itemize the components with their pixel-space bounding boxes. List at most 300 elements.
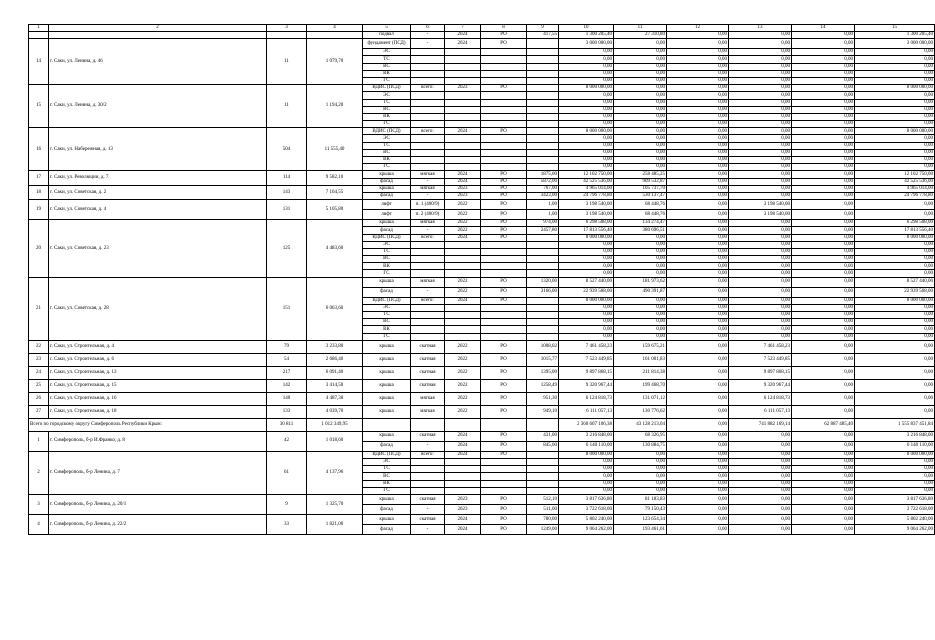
- fund-cell: РО: [481, 353, 527, 366]
- cost-cell-11: 159 675,21: [614, 340, 667, 353]
- cost-cell-15: 3 722 618,00: [855, 504, 935, 514]
- work-type-cell: ГС: [363, 270, 411, 277]
- volume-cell: 1,00: [527, 200, 559, 210]
- cost-cell-13: 0,00: [729, 157, 792, 164]
- work-type-cell: ВС: [363, 149, 411, 156]
- total-cost-cell: 0,00: [559, 113, 614, 120]
- work-type-cell: ГС: [363, 333, 411, 340]
- year-cell: [445, 458, 481, 465]
- cost-cell-11: 0,00: [614, 326, 667, 333]
- volume-cell: 3166,00: [527, 287, 559, 297]
- total-cost-cell: 0,00: [559, 135, 614, 142]
- cost-cell-11: 123 654,34: [614, 514, 667, 524]
- cost-cell-13: 7 461 458,23: [729, 340, 792, 353]
- cost-cell-11: 0,00: [614, 99, 667, 106]
- cost-cell-14: 0,00: [792, 39, 855, 49]
- table-row: [29, 379, 935, 392]
- total-cost-cell: 12 102 750,00: [559, 171, 614, 178]
- row-number-cell: 3: [29, 494, 49, 514]
- fund-cell: [481, 164, 527, 171]
- work-type-cell: ВК: [363, 113, 411, 120]
- cost-cell-14: 0,00: [792, 297, 855, 304]
- work-type-cell: ВДИС (ПСД): [363, 451, 411, 458]
- work-type-cell: ГС: [363, 77, 411, 84]
- work-kind-cell: [411, 135, 445, 142]
- cost-cell-15: 8 527 440,00: [855, 277, 935, 287]
- total-cost-cell: 0,00: [559, 77, 614, 84]
- work-kind-cell: [411, 149, 445, 156]
- work-kind-cell: п. 2 (400/9): [411, 210, 445, 220]
- year-cell: [445, 241, 481, 248]
- volume-cell: [527, 473, 559, 480]
- cost-cell-11: 0,00: [614, 85, 667, 92]
- cost-cell-15: 0,00: [855, 113, 935, 120]
- address-cell: г. Саки, ул. Советская, д. 28: [49, 277, 267, 340]
- volume-cell: 511,00: [527, 504, 559, 514]
- cost-cell-14: 0,00: [792, 178, 855, 185]
- volume-cell: 767,00: [527, 185, 559, 192]
- fund-cell: [481, 333, 527, 340]
- column-3-cell: 114: [267, 171, 307, 185]
- total-c11: 43 128 213,04: [614, 418, 667, 431]
- total-cost-cell: 0,00: [559, 319, 614, 326]
- row-number-cell: 25: [29, 379, 49, 392]
- cost-cell-11: 0,00: [614, 157, 667, 164]
- cost-cell-11: 0,00: [614, 333, 667, 340]
- cost-cell-15: 0,00: [855, 106, 935, 113]
- cost-cell-14: 0,00: [792, 49, 855, 56]
- work-type-cell: фасад: [363, 504, 411, 514]
- work-kind-cell: [411, 70, 445, 77]
- work-kind-cell: [411, 63, 445, 70]
- total-cost-cell: 0,00: [559, 99, 614, 106]
- column-number-3: 3: [267, 25, 307, 32]
- cost-cell-15: 8 000 000,00: [855, 451, 935, 458]
- total-cost-cell: 0,00: [559, 304, 614, 311]
- cost-cell-11: 0,00: [614, 164, 667, 171]
- year-cell: 2022: [445, 379, 481, 392]
- table-row: [29, 431, 935, 441]
- cost-cell-13: 0,00: [729, 234, 792, 241]
- cost-cell-13: 0,00: [729, 121, 792, 128]
- cost-cell-12: 0,00: [667, 319, 729, 326]
- cost-cell-12: 0,00: [667, 234, 729, 241]
- cost-cell-12: 0,00: [667, 451, 729, 458]
- work-type-cell: крыша: [363, 340, 411, 353]
- cost-cell-15: 0,00: [855, 200, 935, 210]
- cost-cell-14: 0,00: [792, 171, 855, 178]
- cost-cell-14: 0,00: [792, 234, 855, 241]
- cost-cell-11: 0,00: [614, 270, 667, 277]
- cost-cell-11: 0,00: [614, 487, 667, 494]
- work-kind-cell: мягкая: [411, 185, 445, 192]
- cost-cell-12: 0,00: [667, 312, 729, 319]
- cost-cell-14: 0,00: [792, 480, 855, 487]
- total-cost-cell: 9 320 967,44: [559, 379, 614, 392]
- cost-cell-13: 0,00: [729, 319, 792, 326]
- fund-cell: РО: [481, 171, 527, 178]
- cost-cell-14: 0,00: [792, 312, 855, 319]
- work-kind-cell: -: [411, 524, 445, 534]
- work-type-cell: ГС: [363, 487, 411, 494]
- cost-cell-14: 0,00: [792, 92, 855, 99]
- year-cell: 2022: [445, 353, 481, 366]
- cost-cell-13: 0,00: [729, 113, 792, 120]
- cost-cell-12: 0,00: [667, 200, 729, 210]
- cost-cell-15: 0,00: [855, 379, 935, 392]
- cost-cell-11: 0,00: [614, 263, 667, 270]
- fund-cell: РО: [481, 220, 527, 227]
- work-type-cell: подвал: [363, 32, 411, 39]
- total-cost-cell: 0,00: [559, 106, 614, 113]
- work-type-cell: крыша: [363, 171, 411, 178]
- volume-cell: [527, 39, 559, 49]
- cost-cell-12: 0,00: [667, 480, 729, 487]
- row-number-cell: 17: [29, 171, 49, 185]
- cost-cell-11: 909 532,87: [614, 178, 667, 185]
- area-cell: 6 063,60: [307, 277, 363, 340]
- cost-cell-11: 258 485,25: [614, 171, 667, 178]
- cost-cell-15: 0,00: [855, 405, 935, 418]
- cost-cell-15: 8 000 000,00: [855, 128, 935, 135]
- fund-cell: [481, 480, 527, 487]
- total-cost-cell: 0,00: [559, 157, 614, 164]
- total-cost-cell: 0,00: [559, 312, 614, 319]
- cost-cell-15: 0,00: [855, 92, 935, 99]
- cost-cell-15: 0,00: [855, 480, 935, 487]
- cost-cell-11: 199 468,70: [614, 379, 667, 392]
- address-cell: г. Саки, ул. Строительная, д. 13: [49, 366, 267, 379]
- work-kind-cell: [411, 49, 445, 56]
- column-3-cell: 42: [267, 431, 307, 451]
- cost-cell-15: 5 802 240,00: [855, 514, 935, 524]
- cost-cell-14: 0,00: [792, 333, 855, 340]
- empty-cell: [481, 418, 527, 431]
- column-number-8: 8: [481, 25, 527, 32]
- volume-cell: [527, 248, 559, 255]
- fund-cell: [481, 312, 527, 319]
- year-cell: 2024: [445, 128, 481, 135]
- cost-cell-11: 0,00: [614, 121, 667, 128]
- cost-cell-12: 0,00: [667, 113, 729, 120]
- year-cell: 2022: [445, 277, 481, 287]
- work-type-cell: ВК: [363, 480, 411, 487]
- cost-cell-12: 0,00: [667, 56, 729, 63]
- cost-cell-13: 0,00: [729, 49, 792, 56]
- year-cell: [445, 49, 481, 56]
- fund-cell: РО: [481, 405, 527, 418]
- year-cell: [445, 142, 481, 149]
- total-area: 1 012 349,95: [307, 418, 363, 431]
- cost-cell-15: 0,00: [855, 473, 935, 480]
- cost-cell-14: 0,00: [792, 473, 855, 480]
- cost-cell-13: 0,00: [729, 487, 792, 494]
- table-row: [29, 200, 935, 210]
- cost-cell-13: 0,00: [729, 514, 792, 524]
- volume-cell: [527, 70, 559, 77]
- fund-cell: [481, 135, 527, 142]
- cost-cell-11: 0,00: [614, 248, 667, 255]
- area-cell: 11 555,40: [307, 128, 363, 171]
- year-cell: [445, 248, 481, 255]
- area-cell: 4 483,60: [307, 220, 363, 278]
- work-type-cell: ВК: [363, 70, 411, 77]
- cost-cell-13: 0,00: [729, 63, 792, 70]
- cost-cell-12: 0,00: [667, 458, 729, 465]
- total-cost-cell: 3 722 618,00: [559, 504, 614, 514]
- column-3-cell: 131: [267, 200, 307, 220]
- cost-cell-14: 0,00: [792, 192, 855, 199]
- cost-cell-11: 0,00: [614, 113, 667, 120]
- total-c12: 0,00: [667, 418, 729, 431]
- cost-cell-14: 0,00: [792, 326, 855, 333]
- table-row: [29, 451, 935, 458]
- cost-cell-15: 6 298 508,00: [855, 220, 935, 227]
- cost-cell-11: 68 448,76: [614, 200, 667, 210]
- cost-cell-13: 0,00: [729, 504, 792, 514]
- row-number-cell: 1: [29, 431, 49, 451]
- fund-cell: [481, 270, 527, 277]
- year-cell: 2024: [445, 171, 481, 178]
- year-cell: [445, 164, 481, 171]
- fund-cell: РО: [481, 366, 527, 379]
- row-number-cell: 22: [29, 340, 49, 353]
- work-type-cell: фундамент (ПСД): [363, 39, 411, 49]
- area-cell: 2 686,40: [307, 353, 363, 366]
- column-3-cell: 217: [267, 366, 307, 379]
- year-cell: [445, 106, 481, 113]
- cost-cell-11: 0,00: [614, 304, 667, 311]
- cost-cell-13: 0,00: [729, 128, 792, 135]
- cost-cell-12: 0,00: [667, 85, 729, 92]
- fund-cell: РО: [481, 431, 527, 441]
- work-type-cell: крыша: [363, 353, 411, 366]
- volume-cell: [527, 142, 559, 149]
- cost-cell-13: 6 111 057,13: [729, 405, 792, 418]
- volume-cell: 1395,00: [527, 366, 559, 379]
- cost-cell-14: 0,00: [792, 304, 855, 311]
- address-cell: г. Саки, ул. Строительная, д. 16: [49, 392, 267, 405]
- fund-cell: РО: [481, 32, 527, 39]
- total-cost-cell: 0,00: [559, 63, 614, 70]
- total-cost-cell: 0,00: [559, 70, 614, 77]
- cost-cell-13: 0,00: [729, 304, 792, 311]
- fund-cell: [481, 248, 527, 255]
- cost-cell-15: 0,00: [855, 49, 935, 56]
- column-3-cell: 9: [267, 494, 307, 514]
- cost-cell-15: 0,00: [855, 70, 935, 77]
- cost-cell-13: 0,00: [729, 106, 792, 113]
- year-cell: 2024: [445, 524, 481, 534]
- cost-cell-14: 0,00: [792, 524, 855, 534]
- work-kind-cell: мягкая: [411, 171, 445, 178]
- volume-cell: 949,10: [527, 405, 559, 418]
- cost-cell-12: 0,00: [667, 473, 729, 480]
- total-c13: 741 882 169,14: [729, 418, 792, 431]
- cost-cell-14: 0,00: [792, 366, 855, 379]
- volume-cell: 3423,00: [527, 192, 559, 199]
- work-type-cell: ЭС: [363, 241, 411, 248]
- work-kind-cell: [411, 319, 445, 326]
- cost-cell-13: 9 320 967,44: [729, 379, 792, 392]
- empty-cell: [267, 32, 307, 39]
- total-cost-cell: 6 124 818,73: [559, 392, 614, 405]
- cost-cell-13: 0,00: [729, 312, 792, 319]
- column-number-10: 10: [559, 25, 614, 32]
- address-cell: г. Саки, ул. Советская, д. 2: [49, 185, 267, 199]
- cost-cell-13: 0,00: [729, 135, 792, 142]
- column-number-11: 11: [614, 25, 667, 32]
- work-kind-cell: [411, 92, 445, 99]
- work-type-cell: лифт: [363, 200, 411, 210]
- area-cell: 3 414,50: [307, 379, 363, 392]
- work-type-cell: ВС: [363, 63, 411, 70]
- column-number-15: 15: [855, 25, 935, 32]
- year-cell: [445, 333, 481, 340]
- total-label: Всего по городскому округу Симферополь Республики Крым:: [29, 418, 267, 431]
- row-number-cell: 27: [29, 405, 49, 418]
- cost-cell-12: 0,00: [667, 164, 729, 171]
- row-number-cell: 2: [29, 451, 49, 494]
- cost-cell-12: 0,00: [667, 77, 729, 84]
- year-cell: [445, 63, 481, 70]
- fund-cell: [481, 466, 527, 473]
- total-cost-cell: 7 461 458,23: [559, 340, 614, 353]
- year-cell: 2023: [445, 504, 481, 514]
- work-kind-cell: [411, 106, 445, 113]
- year-cell: [445, 326, 481, 333]
- volume-cell: [527, 56, 559, 63]
- year-cell: 2024: [445, 32, 481, 39]
- work-type-cell: ВДИС (ПСД): [363, 234, 411, 241]
- cost-cell-12: 0,00: [667, 192, 729, 199]
- work-type-cell: крыша: [363, 392, 411, 405]
- cost-cell-12: 0,00: [667, 353, 729, 366]
- cost-cell-15: 3 817 636,80: [855, 494, 935, 504]
- total-cost-cell: 3 198 540,00: [559, 200, 614, 210]
- work-type-cell: ВДИС (ПСД): [363, 85, 411, 92]
- fund-cell: РО: [481, 494, 527, 504]
- cost-cell-15: 0,00: [855, 340, 935, 353]
- cost-cell-12: 0,00: [667, 106, 729, 113]
- cost-cell-13: 0,00: [729, 32, 792, 39]
- work-type-cell: крыша: [363, 379, 411, 392]
- cost-cell-14: 0,00: [792, 248, 855, 255]
- column-3-cell: 54: [267, 353, 307, 366]
- cost-cell-12: 0,00: [667, 171, 729, 178]
- cost-cell-11: 530 137,47: [614, 192, 667, 199]
- cost-cell-12: 0,00: [667, 39, 729, 49]
- table-row: [29, 405, 935, 418]
- volume-cell: [527, 333, 559, 340]
- cost-cell-13: 0,00: [729, 263, 792, 270]
- cost-cell-13: 0,00: [729, 77, 792, 84]
- total-cost-cell: 8 000 000,00: [559, 451, 614, 458]
- row-number-cell: 4: [29, 514, 49, 534]
- cost-cell-14: 0,00: [792, 77, 855, 84]
- work-type-cell: фасад: [363, 441, 411, 451]
- work-kind-cell: [411, 458, 445, 465]
- work-kind-cell: -: [411, 32, 445, 39]
- column-3-cell: 33: [267, 514, 307, 534]
- cost-cell-12: 0,00: [667, 441, 729, 451]
- volume-cell: [527, 263, 559, 270]
- cost-cell-14: 0,00: [792, 106, 855, 113]
- year-cell: [445, 466, 481, 473]
- work-kind-cell: мягкая: [411, 277, 445, 287]
- row-number-cell: 24: [29, 366, 49, 379]
- volume-cell: [527, 157, 559, 164]
- cost-cell-13: 0,00: [729, 171, 792, 178]
- cost-cell-15: 0,00: [855, 248, 935, 255]
- cost-cell-12: 0,00: [667, 256, 729, 263]
- volume-cell: [527, 121, 559, 128]
- work-type-cell: ВК: [363, 157, 411, 164]
- volume-cell: [527, 234, 559, 241]
- cost-cell-12: 0,00: [667, 128, 729, 135]
- cost-cell-13: 0,00: [729, 333, 792, 340]
- row-number-cell: 19: [29, 200, 49, 220]
- cost-cell-11: 0,00: [614, 149, 667, 156]
- address-cell: г. Саки, ул. Строительная, д. 15: [49, 379, 267, 392]
- cost-cell-15: 9 064 262,00: [855, 524, 935, 534]
- fund-cell: РО: [481, 128, 527, 135]
- cost-cell-15: 0,00: [855, 263, 935, 270]
- cost-cell-12: 0,00: [667, 270, 729, 277]
- fund-cell: [481, 241, 527, 248]
- volume-cell: 780,00: [527, 514, 559, 524]
- total-c10: 2 360 607 106,38: [559, 418, 614, 431]
- cost-cell-14: 0,00: [792, 494, 855, 504]
- work-kind-cell: [411, 333, 445, 340]
- work-type-cell: фасад: [363, 192, 411, 199]
- cost-cell-11: 0,00: [614, 451, 667, 458]
- volume-cell: 512,10: [527, 494, 559, 504]
- work-kind-cell: скатная: [411, 514, 445, 524]
- address-cell: г. Симферополь, б-р Ленина, д. 7: [49, 451, 267, 494]
- total-cost-cell: 6 111 057,13: [559, 405, 614, 418]
- address-cell: г. Саки, ул. Набережная, д. 13: [49, 128, 267, 171]
- cost-cell-15: 3 216 848,00: [855, 431, 935, 441]
- cost-cell-11: 131 071,12: [614, 392, 667, 405]
- year-cell: 2024: [445, 234, 481, 241]
- year-cell: 2022: [445, 210, 481, 220]
- cost-cell-12: 0,00: [667, 63, 729, 70]
- year-cell: [445, 256, 481, 263]
- total-cost-cell: 0,00: [559, 256, 614, 263]
- cost-cell-14: 0,00: [792, 56, 855, 63]
- cost-cell-13: 0,00: [729, 99, 792, 106]
- total-cost-cell: 0,00: [559, 333, 614, 340]
- cost-cell-14: 0,00: [792, 142, 855, 149]
- cost-cell-11: 81 183,83: [614, 494, 667, 504]
- cost-cell-14: 0,00: [792, 451, 855, 458]
- cost-cell-14: 0,00: [792, 287, 855, 297]
- column-number-13: 13: [729, 25, 792, 32]
- cost-cell-13: 0,00: [729, 142, 792, 149]
- cost-cell-15: 0,00: [855, 353, 935, 366]
- work-type-cell: ГС: [363, 164, 411, 171]
- cost-cell-11: 0,00: [614, 63, 667, 70]
- cost-cell-14: 0,00: [792, 121, 855, 128]
- work-kind-cell: -: [411, 504, 445, 514]
- total-cost-cell: 0,00: [559, 49, 614, 56]
- row-number-cell: 21: [29, 277, 49, 340]
- cost-cell-11: 134 274,47: [614, 220, 667, 227]
- work-type-cell: ТС: [363, 466, 411, 473]
- volume-cell: [527, 63, 559, 70]
- cost-cell-13: 6 124 818,73: [729, 392, 792, 405]
